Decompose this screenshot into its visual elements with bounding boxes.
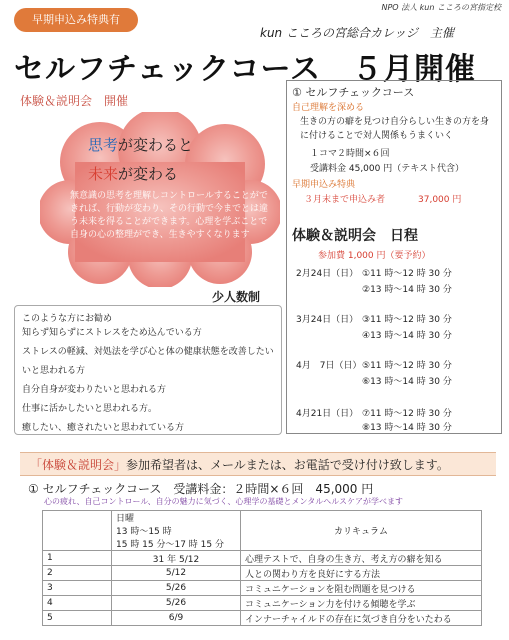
course-sessions: １コマ２時間×６回 [310, 149, 390, 159]
course-title: ① セルフチェックコース [292, 86, 415, 99]
early-bonus-title: 早期申込み特典 [292, 180, 356, 190]
row-curriculum: インナーチャイルドの存在に気づき自分をいたわる [241, 611, 482, 626]
table-row [43, 581, 482, 596]
schedule-date: 2月24日（日） [296, 269, 359, 279]
header-date-weekday: 日曜 [116, 514, 135, 524]
course-summary-line: ① セルフチェックコース 受講料金：２時間×６回 45,000 円 [28, 482, 374, 496]
contact-banner-text [30, 456, 449, 473]
early-bonus-badge: 早期申込み特典有 [14, 8, 138, 32]
small-group-label: 少人数制 [212, 290, 261, 304]
header-date-cell [112, 511, 241, 551]
header-curriculum-cell: カリキュラム [241, 511, 482, 551]
schedule-fee: 参加費 1,000 円（要予約） [318, 251, 431, 261]
recommend-title: このような方にお勧め [22, 314, 113, 324]
row-date: 5/26 [112, 596, 241, 611]
schedule-title: 体験＆説明会 日程 [292, 228, 418, 244]
schedule-slot: ①11 時～12 時 30 分 [362, 269, 452, 279]
schedule-date: 4月 7日（日） [296, 361, 362, 371]
briefing-subhead: 体験＆説明会 開催 [20, 94, 129, 108]
cloud-headline-1-rest: が変わると [118, 136, 194, 154]
schedule-slot: ③11 時～12 時 30 分 [362, 315, 452, 325]
schedule-slot: ⑦11 時～12 時 30 分 [362, 409, 452, 419]
schedule-date: 3月24日（日） [296, 315, 359, 325]
row-number: 1 [43, 551, 112, 566]
schedule-slot: ⑤11 時～12 時 30 分 [362, 361, 452, 371]
banner-rest: 参加希望者は、メールまたは、お電話で受け付け致します。 [126, 458, 449, 472]
cloud-body-text: 無意識の思考を理解しコントロールすることができれば、行動が変わり、その行動で今までとは違う未来を得ることができます。心理を学ぶことで自身の心の整理ができ、生きやすくなります [70, 191, 269, 240]
row-number: 3 [43, 581, 112, 596]
row-curriculum: コミュニケーション力を付ける傾聴を学ぶ [241, 596, 482, 611]
list-item: ストレスの軽減、対処法を学び心と体の健康状態を改善したい [22, 347, 274, 357]
cloud-headline-2 [88, 163, 178, 184]
row-number: 4 [43, 596, 112, 611]
row-curriculum: コミュニケーションを阻む問題を見つける [241, 581, 482, 596]
schedule-slot: ②13 時～14 時 30 分 [362, 285, 452, 295]
course-fee: 受講料金 45,000 円（テキスト代含） [310, 164, 465, 174]
header-number-cell [43, 511, 112, 551]
row-date: 6/9 [112, 611, 241, 626]
schedule-slot: ④13 時～14 時 30 分 [362, 331, 452, 341]
list-item: 自分自身が変わりたいと思われる方 [22, 385, 167, 395]
list-item: いと思われる方 [22, 366, 86, 376]
row-date: 31 年 5/12 [112, 551, 241, 566]
highlight-thinking: 思考 [88, 136, 119, 154]
row-number: 2 [43, 566, 112, 581]
table-header-row [43, 511, 482, 551]
header-date-slot2: 15 時 15 分～17 時 15 分 [116, 540, 224, 550]
highlight-future: 未来 [88, 165, 119, 183]
schedule-date: 4月21日（日） [296, 409, 359, 419]
cloud-headline-1 [88, 134, 193, 155]
banner-quoted: 「体験＆説明会」 [30, 458, 127, 472]
course-desc-2: に付けることで対人関係もうまくいく [300, 131, 454, 141]
page-title: セルフチェックコース ５月開催 [14, 52, 476, 87]
course-summary-desc: 心の疲れ、自己コントロール、自分の魅力に気づく、心理学の基礎とメンタルヘルスケアが学べます [44, 497, 403, 506]
table-row [43, 551, 482, 566]
cloud-headline-2-rest: が変わる [118, 165, 179, 183]
table-row [43, 611, 482, 626]
list-item: 癒したい、癒されたいと思われている方 [22, 423, 185, 433]
course-subtitle: 自己理解を深める [292, 103, 365, 113]
row-curriculum: 人との関わり方を良好にする方法 [241, 566, 482, 581]
early-deadline: ３月末まで申込み者 [304, 195, 386, 205]
list-item: 知らず知らずにストレスをため込んでいる方 [22, 328, 202, 338]
organization-label: NPO 法人 kun こころの宮指定校 [381, 3, 501, 12]
recommend-list [22, 324, 278, 438]
header-date-slot1: 13 時～15 時 [116, 527, 172, 537]
course-desc-1: 生きの方の癖を見つけ自分らしい生きの方を身 [300, 117, 490, 127]
schedule-slot: ⑥13 時～14 時 30 分 [362, 377, 452, 387]
row-curriculum: 心理テストで、自身の生き方、考え方の癖を知る [241, 551, 482, 566]
row-number: 5 [43, 611, 112, 626]
list-item: 仕事に活かしたいと思われる方。 [22, 404, 158, 414]
curriculum-table [42, 510, 482, 626]
schedule-slot: ⑧13 時～14 時 30 分 [362, 423, 452, 433]
early-price: 37,000 円 [418, 195, 462, 205]
row-date: 5/12 [112, 566, 241, 581]
table-row [43, 596, 482, 611]
row-date: 5/26 [112, 581, 241, 596]
host-label: kun こころの宮総合カレッジ 主催 [260, 26, 454, 40]
table-row [43, 566, 482, 581]
